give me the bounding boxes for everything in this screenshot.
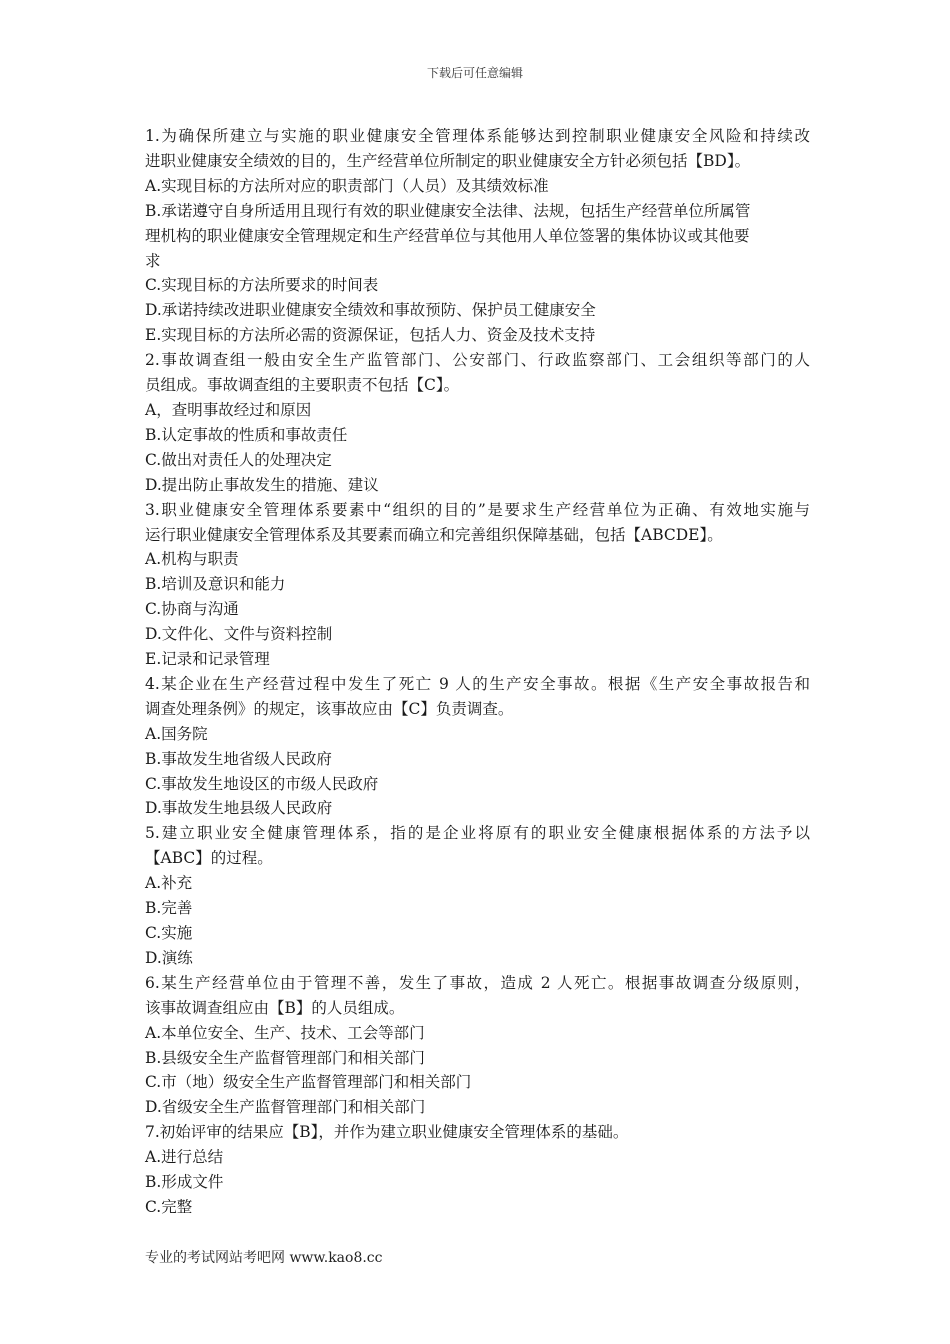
- question-text-line: 2.事故调查组一般由安全生产监管部门、公安部门、行政监察部门、工会组织等部门的人: [145, 351, 810, 370]
- question-text-line: 3.职业健康安全管理体系要素中“组织的目的”是要求生产经营单位为正确、有效地实施与: [145, 500, 810, 519]
- question-6: [145, 971, 810, 1120]
- option-c: C.做出对责任人的处理决定: [145, 450, 332, 469]
- question-text-line: 调查处理条例》的规定，该事故应由【C】负责调查。: [145, 699, 514, 718]
- option-b: B.认定事故的性质和事故责任: [145, 425, 348, 444]
- option-b: B.县级安全生产监督管理部门和相关部门: [145, 1048, 425, 1067]
- question-2: [145, 348, 810, 497]
- option-c: C.实现目标的方法所要求的时间表: [145, 276, 379, 295]
- option-a: A.实现目标的方法所对应的职责部门（人员）及其绩效标准: [145, 176, 549, 195]
- option-b: B.形成文件: [145, 1173, 224, 1192]
- option-d: D.省级安全生产监督管理部门和相关部门: [145, 1098, 426, 1117]
- option-c: C.实施: [145, 924, 193, 942]
- question-7: [145, 1120, 810, 1220]
- option-a: A.补充: [145, 874, 193, 893]
- option-d: D.事故发生地县级人民政府: [145, 799, 333, 818]
- document-body: [145, 124, 810, 1220]
- option-e: E.记录和记录管理: [145, 650, 270, 669]
- option-d: D.提出防止事故发生的措施、建议: [145, 475, 379, 494]
- question-text-line: 5.建立职业安全健康管理体系，指的是企业将原有的职业安全健康根据体系的方法予以: [145, 824, 810, 843]
- page-footer: 专业的考试网站考吧网 www.kao8.cc: [145, 1250, 383, 1266]
- page-header: 下载后可任意编辑: [426, 66, 523, 80]
- option-b: B.培训及意识和能力: [145, 575, 286, 594]
- question-text-line: 该事故调查组应由【B】的人员组成。: [145, 998, 405, 1017]
- option-c: C.事故发生地设区的市级人民政府: [145, 774, 379, 793]
- question-text-line: 1.为确保所建立与实施的职业健康安全管理体系能够达到控制职业健康安全风险和持续改: [145, 127, 810, 145]
- question-1: [145, 124, 810, 348]
- question-3: [145, 498, 810, 672]
- question-text-line: 6.某生产经营单位由于管理不善，发生了事故，造成 2 人死亡。根据事故调查分级原则，: [145, 973, 810, 992]
- option-d: D.演练: [145, 948, 193, 967]
- option-a: A.本单位安全、生产、技术、工会等部门: [145, 1023, 425, 1042]
- question-text-line: 进职业健康安全绩效的目的，生产经营单位所制定的职业健康安全方针必须包括【BD】。: [145, 151, 751, 170]
- question-text-line: 员组成。事故调查组的主要职责不包括【C】。: [145, 376, 460, 395]
- option-c: C.协商与沟通: [145, 600, 239, 619]
- question-text-line: 7.初始评审的结果应【B】，并作为建立职业健康安全管理体系的基础。: [145, 1123, 629, 1142]
- option-b-cont: 求: [145, 251, 161, 270]
- option-a: A.国务院: [145, 724, 208, 743]
- question-text-line: 4.某企业在生产经营过程中发生了死亡 9 人的生产安全事故。根据《生产安全事故报告和: [145, 674, 810, 693]
- option-a: A.进行总结: [145, 1148, 224, 1167]
- option-b: B.承诺遵守自身所适用且现行有效的职业健康安全法律、法规，包括生产经营单位所属管: [145, 201, 751, 220]
- option-b: B.事故发生地省级人民政府: [145, 749, 332, 768]
- option-c: C.市（地）级安全生产监督管理部门和相关部门: [145, 1073, 472, 1092]
- option-a: A.机构与职责: [145, 550, 239, 569]
- question-text-line: 运行职业健康安全管理体系及其要素而确立和完善组织保障基础，包括【ABCDE】。: [145, 525, 723, 544]
- option-e: E.实现目标的方法所必需的资源保证，包括人力、资金及技术支持: [145, 326, 596, 345]
- question-5: [145, 821, 810, 970]
- question-text-line: 【ABC】的过程。: [145, 849, 273, 868]
- option-b-cont: 理机构的职业健康安全管理规定和生产经营单位与其他用人单位签署的集体协议或其他要: [145, 226, 750, 245]
- option-d: D.文件化、文件与资料控制: [145, 625, 333, 644]
- option-c: C.完整: [145, 1197, 193, 1216]
- option-b: B.完善: [145, 899, 193, 918]
- option-d: D.承诺持续改进职业健康安全绩效和事故预防、保护员工健康安全: [145, 301, 596, 320]
- question-4: [145, 672, 810, 821]
- option-a: A，查明事故经过和原因: [145, 400, 312, 419]
